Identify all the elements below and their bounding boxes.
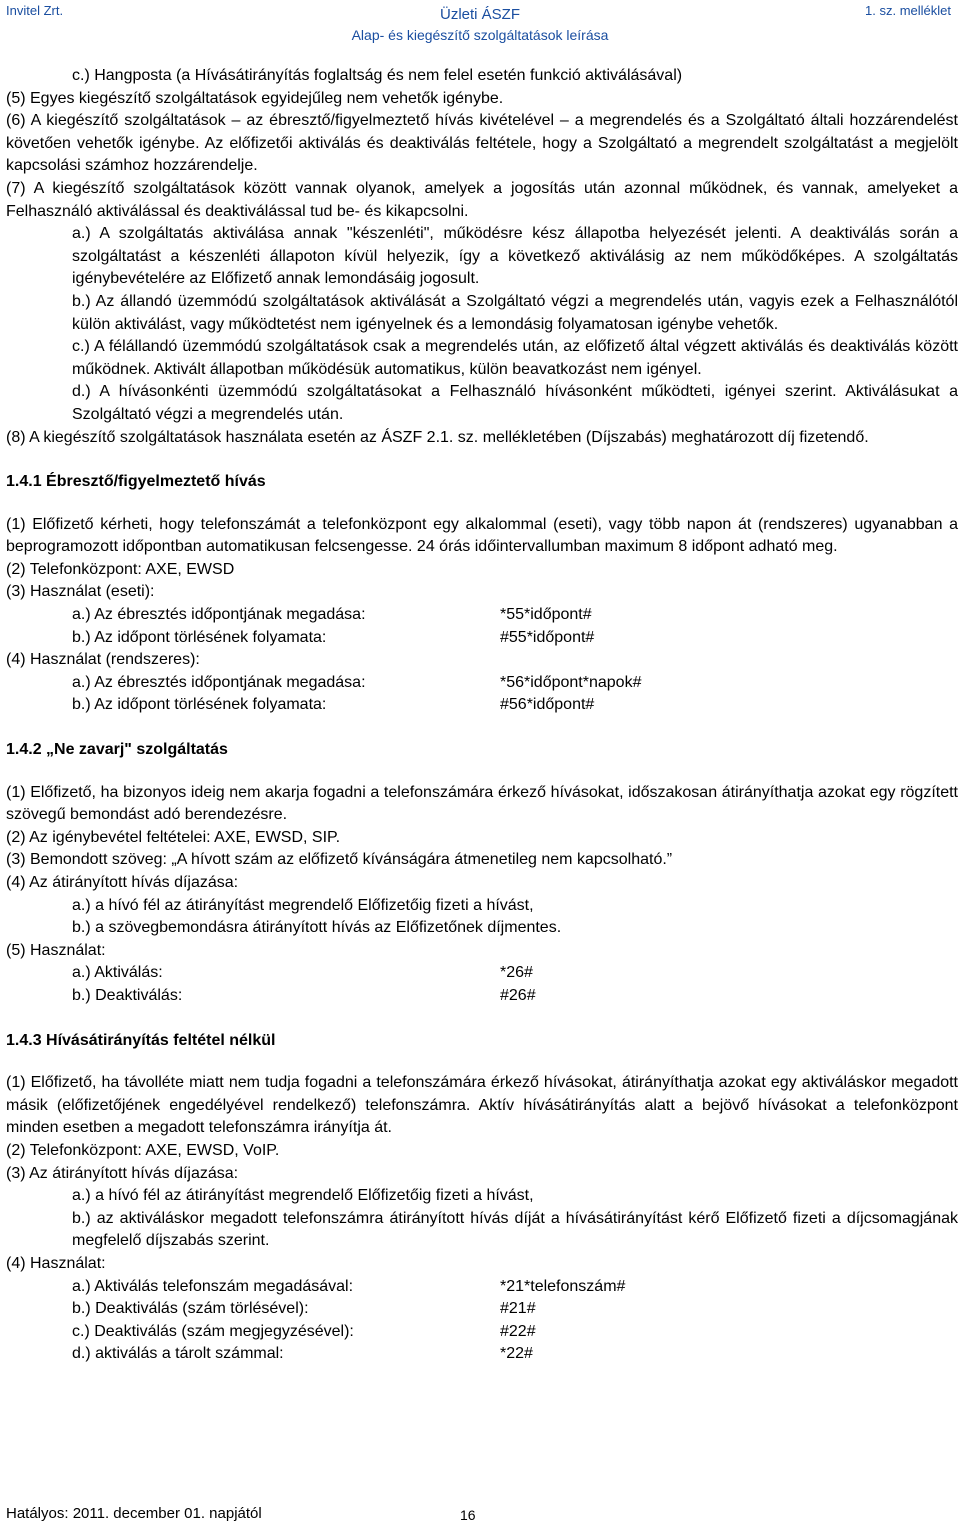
s143-paragraph-3: (3) Az átirányított hívás díjazása: [6,1164,239,1182]
s143-paragraph-3b: b.) az aktiváláskor megadott telefonszámra átirányított hívás díját a hívásátirányítást kérő Előfizető fizeti a díjcsomagjának megfelelő díjszabás szerint. [72,1209,958,1250]
code-label: d.) aktiválás a tárolt számmal: [72,1345,284,1363]
section-heading-1-4-3: 1.4.3 Hívásátirányítás feltétel nélkül [6,1031,276,1049]
code-row [6,962,958,985]
code-label: a.) Aktiválás telefonszám megadásával: [72,1277,354,1295]
code-value: #56*időpont# [500,696,595,714]
s143-paragraph-2: (2) Telefonközpont: AXE, EWSD, VoIP. [6,1141,280,1159]
paragraph-7d: d.) A hívásonkénti üzemmódú szolgáltatásokat a Felhasználó hívásonként működteti, igényei szerint. Aktiválásukat a Szolgáltató végzi a megrendelés után. [72,383,958,423]
s141-paragraph-4: (4) Használat (rendszeres): [6,651,200,669]
s141-paragraph-1: (1) Előfizető kérheti, hogy telefonszámát a telefonközpont egy alkalommal (eseti), vagy több napon át (rendszeres) ugyanabban a beprogramozott időpontban automatikusan felcsengesse. 24 órás időintervallumban maximum 8 időpont adható meg. [6,515,958,556]
code-row [6,1321,958,1344]
paragraph-hangposta: c.) Hangposta (a Hívásátirányítás foglaltság és nem felel esetén funkció aktiválásával) [72,67,683,84]
code-value: #26# [500,986,536,1004]
code-label: b.) Deaktiválás (szám törlésével): [72,1300,309,1318]
code-label: c.) Deaktiválás (szám megjegyzésével): [72,1322,354,1340]
paragraph-8: (8) A kiegészítő szolgáltatások használata esetén az ÁSZF 2.1. sz. mellékletében (Díjszabás) meghatározott díj fizetendő. [6,428,869,446]
page-footer [6,1505,476,1523]
s142-paragraph-4b: b.) a szövegbemondásra átirányított hívás az Előfizetőnek díjmentes. [72,919,562,937]
document-body [6,65,958,1366]
header-doc-title: Üzleti ÁSZF [439,6,520,23]
code-row [6,985,958,1008]
section-heading-1-4-2: 1.4.2 „Ne zavarj" szolgáltatás [6,741,228,759]
s141-paragraph-2: (2) Telefonközpont: AXE, EWSD [6,560,235,578]
code-value: #55*időpont# [500,628,595,646]
code-value: *56*időpont*napok# [500,673,642,691]
page-header [0,3,960,43]
paragraph-7: (7) A kiegészítő szolgáltatások között vannak olyanok, amelyek a jogosítás után azonnal működnek, és vannak, amelyeket a Felhasználó aktiválással és deaktiválással tud be- és kikapcsolni. [6,179,958,220]
paragraph-7b: b.) Az állandó üzemmódú szolgáltatások aktiválását a Szolgáltató végzi a megrendelés után, vagyis ezek a Felhasználótól külön aktiválást, vagy működtetést nem igényelnek és a lemondásig folyamatosan igénybe vehetők. [72,292,958,333]
s143-paragraph-1: (1) Előfizető, ha távolléte miatt nem tudja fogadni a telefonszámára érkező hívásokat, átirányíthatja azokat egy aktiváláskor megadott másik (előfizetőjének engedélyével rendelkező) telefonszámra. Aktív hívásátirányítás alatt a bejövő hívásokat a telefonközpont minden esetben a megadott telefonszámra irányítja át. [6,1074,958,1137]
code-label: b.) Deaktiválás: [72,986,183,1004]
header-doc-subtitle: Alap- és kiegészítő szolgáltatások leírása [351,27,609,43]
code-row [6,672,958,695]
s141-paragraph-3: (3) Használat (eseti): [6,583,155,601]
header-company: Invitel Zrt. [6,3,64,18]
paragraph-7c: c.) A félállandó üzemmódú szolgáltatások csak a megrendelés után, az előfizető által végzett aktiválás és deaktiválás között működnek. Aktivált állapotban működésük automatikus, külön beavatkozást nem igényel. [72,338,958,378]
code-row [6,604,958,627]
code-value: #22# [500,1322,536,1340]
s142-paragraph-4a: a.) a hívó fél az átirányítást megrendelő Előfizetőig fizeti a hívást, [72,896,534,914]
footer-effective-date: Hatályos: 2011. december 01. napjától [6,1505,262,1522]
code-label: b.) Az időpont törlésének folyamata: [72,696,327,714]
code-label: a.) Az ébresztés időpontjának megadása: [72,673,366,691]
code-row [6,1276,958,1299]
s142-paragraph-4: (4) Az átirányított hívás díjazása: [6,874,239,891]
code-value: #21# [500,1300,536,1318]
s142-paragraph-5: (5) Használat: [6,941,106,959]
header-annex: 1. sz. melléklet [865,3,951,18]
s142-paragraph-1: (1) Előfizető, ha bizonyos ideig nem akarja fogadni a telefonszámára érkező hívásokat, időszakosan átirányíthatja azokat egy rögzített szövegű bemondást adó berendezésre. [6,783,958,824]
code-label: a.) Aktiválás: [72,964,163,982]
code-value: *55*időpont# [500,606,592,624]
code-row [6,627,958,650]
code-label: a.) Az ébresztés időpontjának megadása: [72,606,366,624]
s142-paragraph-3: (3) Bemondott szöveg: „A hívott szám az előfizető kívánságára átmenetileg nem kapcsolható.” [6,851,673,869]
s143-paragraph-4: (4) Használat: [6,1254,106,1272]
paragraph-6: (6) A kiegészítő szolgáltatások – az ébresztő/figyelmeztető hívás kivételével – a megrendelés és a Szolgáltató általi hozzárendelést követően vehetők igénybe. Az előfizetői aktiválás és deaktiválás feltétele, hogy a Szolgáltató a megrendelt szolgáltatást a megjelölt kapcsolási számhoz hozzárendelje. [6,112,958,175]
page-number: 16 [460,1507,476,1523]
code-row [6,1298,958,1321]
code-row [6,694,958,717]
s142-paragraph-2: (2) Az igénybevétel feltételei: AXE, EWSD, SIP. [6,828,341,846]
code-value: *21*telefonszám# [500,1277,626,1295]
code-row [6,1343,958,1366]
section-heading-1-4-1: 1.4.1 Ébresztő/figyelmeztető hívás [6,473,266,491]
code-value: *26# [500,964,533,982]
code-label: b.) Az időpont törlésének folyamata: [72,628,327,646]
code-value: *22# [500,1345,533,1363]
paragraph-5: (5) Egyes kiegészítő szolgáltatások egyidejűleg nem vehetők igénybe. [6,89,504,107]
paragraph-7a: a.) A szolgáltatás aktiválása annak "készenléti", működésre kész állapotba helyezését jelenti. A deaktiválás során a szolgáltatást a készenléti állapoton kívül helyezik, így a következő aktiválásig az nem működőképes. A szolgáltatás igénybevételére az Előfizető annak lemondásáig jogosult. [72,225,958,288]
s143-paragraph-3a: a.) a hívó fél az átirányítást megrendelő Előfizetőig fizeti a hívást, [72,1187,534,1205]
